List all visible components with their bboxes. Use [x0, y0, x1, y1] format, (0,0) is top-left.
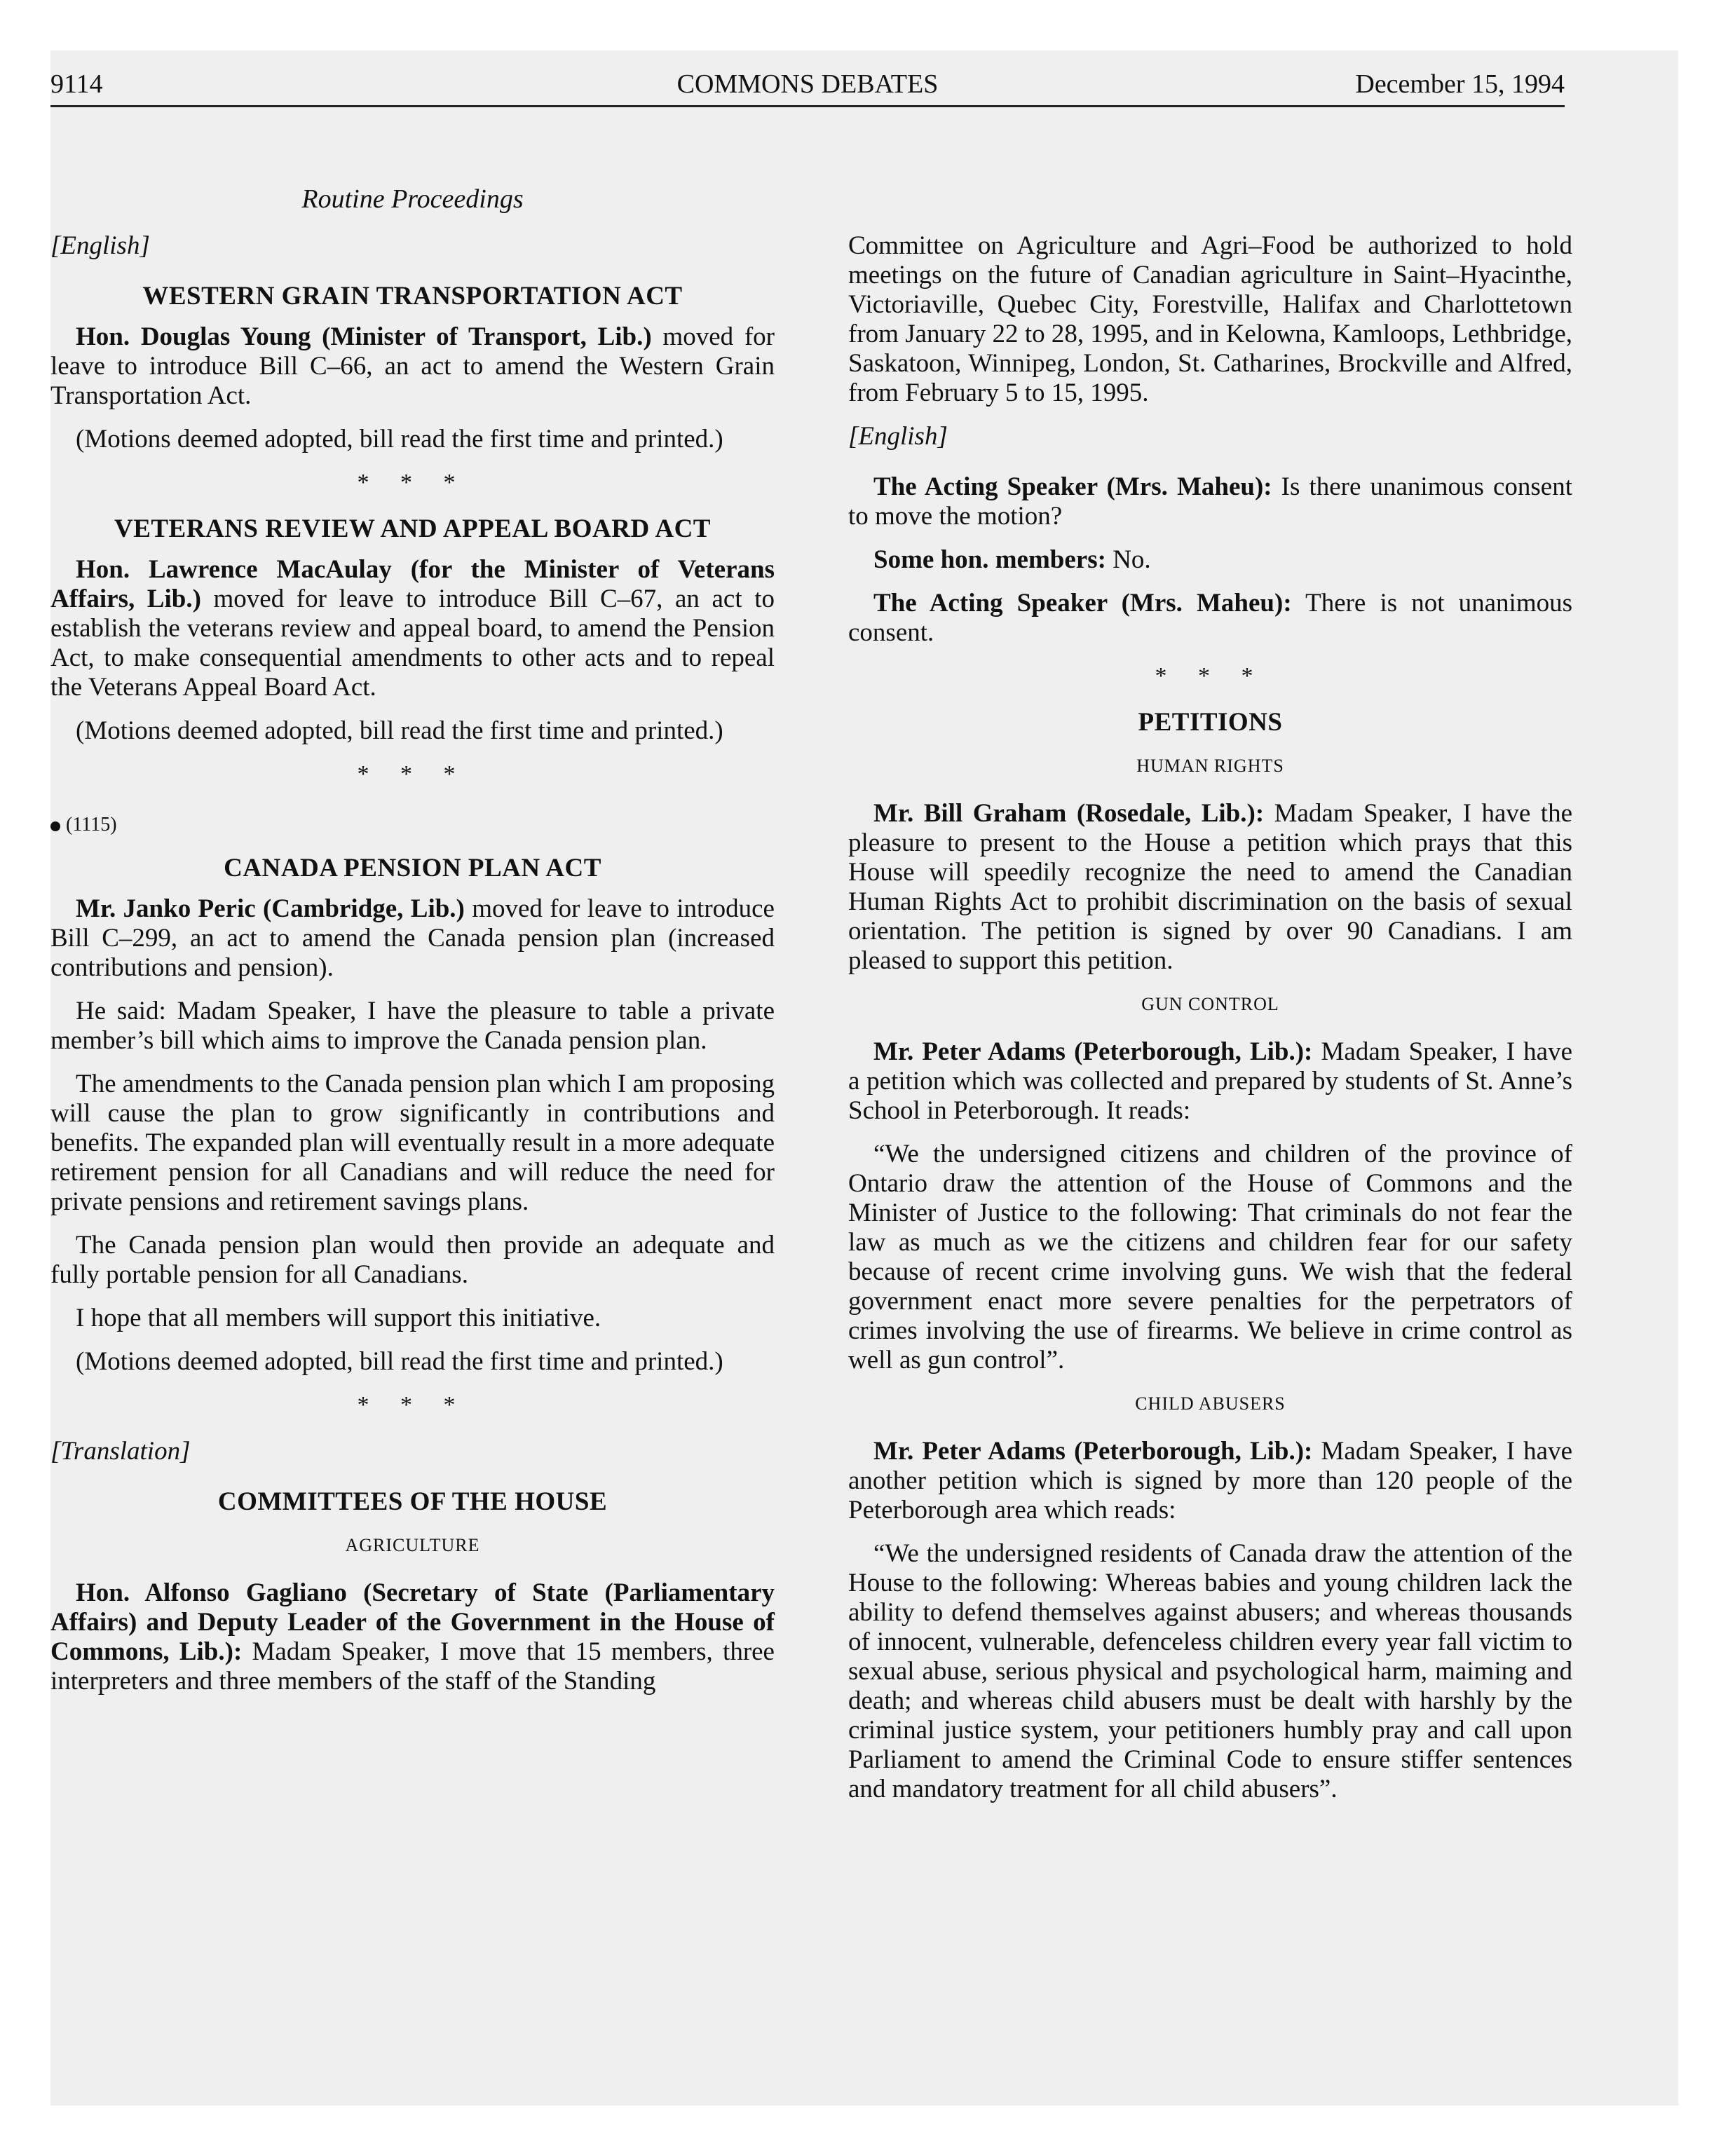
section-separator: * * *	[357, 470, 468, 496]
section-heading: PETITIONS	[1138, 708, 1283, 737]
header-rule	[50, 105, 1565, 107]
speaker-name: The Acting Speaker (Mrs. Maheu):	[873, 589, 1292, 618]
speaker-name: Hon. Alfonso Gagliano (Secretary of State (Parliamentary Affairs) and Deputy Leader of the Government in the House of Commons, Lib.):	[50, 1578, 775, 1666]
bullet-icon	[50, 821, 60, 831]
section-separator: * * *	[357, 1392, 468, 1418]
page-header	[50, 63, 1565, 105]
paragraph: He said: Madam Speaker, I have the pleasure to table a private member’s bill which aims to improve the Canada pension plan.	[50, 997, 775, 1055]
page-number: 9114	[50, 69, 103, 99]
publication-title: COMMONS DEBATES	[676, 69, 939, 99]
subsection-heading: HUMAN RIGHTS	[1136, 756, 1284, 776]
subsection-heading: CHILD ABUSERS	[1135, 1393, 1286, 1414]
paragraph: I hope that all members will support this initiative.	[76, 1304, 601, 1332]
speaker-name: Mr. Peter Adams (Peterborough, Lib.):	[873, 1437, 1313, 1466]
section-heading: COMMITTEES OF THE HOUSE	[217, 1487, 608, 1516]
left-column	[50, 231, 775, 1710]
paragraph: (Motions deemed adopted, bill read the first time and printed.)	[76, 716, 723, 745]
section-heading: VETERANS REVIEW AND APPEAL BOARD ACT	[114, 514, 711, 543]
section-separator: * * *	[357, 761, 468, 787]
paragraph: Committee on Agriculture and Agri–Food be authorized to hold meetings on the future of Canadian agriculture in Saint–Hyacinthe, Victoriaville, Quebec City, Forestville, Halifax and Charlottetown from January 22 to 28, 1995, and in Kelowna, Kamloops, Lethbridge, Saskatoon, Winnipeg, London, St. Catharines, Brockville and Alfred, from February 5 to 15, 1995.	[848, 231, 1572, 407]
paragraph: “We the undersigned residents of Canada draw the attention of the House to the following: Whereas babies and young children lack the ability to defend themselves against abusers; and whereas thousands of innocent, vulnerable, defenceless children every year fall victim to sexual abuse, serious physical and psychological harm, maiming and death; and whereas child abusers must be dealt with harshly by the criminal justice system, your petitioners humbly pray and call upon Parliament to amend the Criminal Code to ensure stiffer sentences and mandatory treatment for all child abusers”.	[848, 1539, 1572, 1803]
paragraph: Hon. Alfonso Gagliano (Secretary of State (Parliamentary Affairs) and Deputy Leader of the Government in the House of Commons, Lib.): Madam Speaker, I move that 15 members, three interpreters and three members of the staff of the Standing	[50, 1578, 775, 1696]
language-tag: [English]	[50, 231, 150, 260]
paragraph: Mr. Peter Adams (Peterborough, Lib.): Madam Speaker, I have a petition which was collected and prepared by students of St. Anne’s School in Peterborough. It reads:	[848, 1037, 1572, 1125]
paragraph: Mr. Janko Peric (Cambridge, Lib.) moved for leave to introduce Bill C–299, an act to amend the Canada pension plan (increased contributions and pension).	[50, 894, 775, 982]
section-heading: CANADA PENSION PLAN ACT	[224, 854, 601, 882]
speaker-name: Mr. Janko Peric (Cambridge, Lib.)	[76, 894, 465, 923]
paragraph: Hon. Douglas Young (Minister of Transport, Lib.) moved for leave to introduce Bill C–66, an act to amend the Western Grain Transportation Act.	[50, 322, 775, 410]
publication-date: December 15, 1994	[1355, 69, 1565, 99]
speaker-name: Mr. Bill Graham (Rosedale, Lib.):	[873, 799, 1265, 828]
paragraph: (Motions deemed adopted, bill read the first time and printed.)	[76, 1347, 723, 1376]
speaker-name: Some hon. members:	[873, 545, 1106, 574]
paragraph: The Acting Speaker (Mrs. Maheu): Is there unanimous consent to move the motion?	[848, 472, 1572, 531]
paragraph: Mr. Peter Adams (Peterborough, Lib.): Madam Speaker, I have another petition which is signed by more than 120 people of the Peterborough area which reads:	[848, 1437, 1572, 1524]
language-tag: [Translation]	[50, 1437, 191, 1466]
speaker-name: The Acting Speaker (Mrs. Maheu):	[873, 472, 1272, 501]
paragraph: The Acting Speaker (Mrs. Maheu): There is not unanimous consent.	[848, 589, 1572, 647]
speaker-name: Hon. Lawrence MacAulay (for the Minister of Veterans Affairs, Lib.)	[50, 555, 775, 613]
time-marker: (1115)	[50, 810, 775, 840]
running-head: Routine Proceedings	[301, 184, 524, 214]
section-heading: WESTERN GRAIN TRANSPORTATION ACT	[142, 282, 683, 311]
speaker-name: Mr. Peter Adams (Peterborough, Lib.):	[873, 1037, 1313, 1066]
paragraph: Some hon. members: No.	[873, 545, 1151, 574]
subsection-heading: AGRICULTURE	[345, 1535, 480, 1555]
paragraph: (Motions deemed adopted, bill read the first time and printed.)	[76, 425, 723, 453]
paragraph: The amendments to the Canada pension plan which I am proposing will cause the plan to grow significantly in contributions and benefits. The expanded plan will eventually result in a more adequate retirement pension for all Canadians and will reduce the need for private pensions and retirement savings plans.	[50, 1070, 775, 1216]
paragraph: “We the undersigned citizens and children of the province of Ontario draw the attention of the House of Commons and the Minister of Justice to the following: That criminals do not fear the law as much as we the citizens and children fear for our safety because of recent crime involving guns. We wish that the federal government enact more severe penalties for the perpetrators of crimes involving the use of firearms. We believe in crime control as well as gun control”.	[848, 1140, 1572, 1374]
paragraph: Hon. Lawrence MacAulay (for the Minister of Veterans Affairs, Lib.) moved for leave to introduce Bill C–67, an act to establish the veterans review and appeal board, to amend the Pension Act, to make consequential amendments to other acts and to repeal the Veterans Appeal Board Act.	[50, 555, 775, 702]
section-separator: * * *	[1155, 663, 1266, 689]
paragraph: The Canada pension plan would then provide an adequate and fully portable pension for all Canadians.	[50, 1231, 775, 1289]
language-tag: [English]	[848, 422, 948, 451]
speaker-name: Hon. Douglas Young (Minister of Transport, Lib.)	[76, 322, 652, 351]
paragraph: Mr. Bill Graham (Rosedale, Lib.): Madam Speaker, I have the pleasure to present to the House a petition which prays that this House will speedily recognize the need to amend the Canadian Human Rights Act to prohibit discrimination on the basis of sexual orientation. The petition is signed by over 90 Canadians. I am pleased to support this petition.	[848, 799, 1572, 975]
right-column	[848, 231, 1572, 1818]
subsection-heading: GUN CONTROL	[1141, 994, 1279, 1014]
